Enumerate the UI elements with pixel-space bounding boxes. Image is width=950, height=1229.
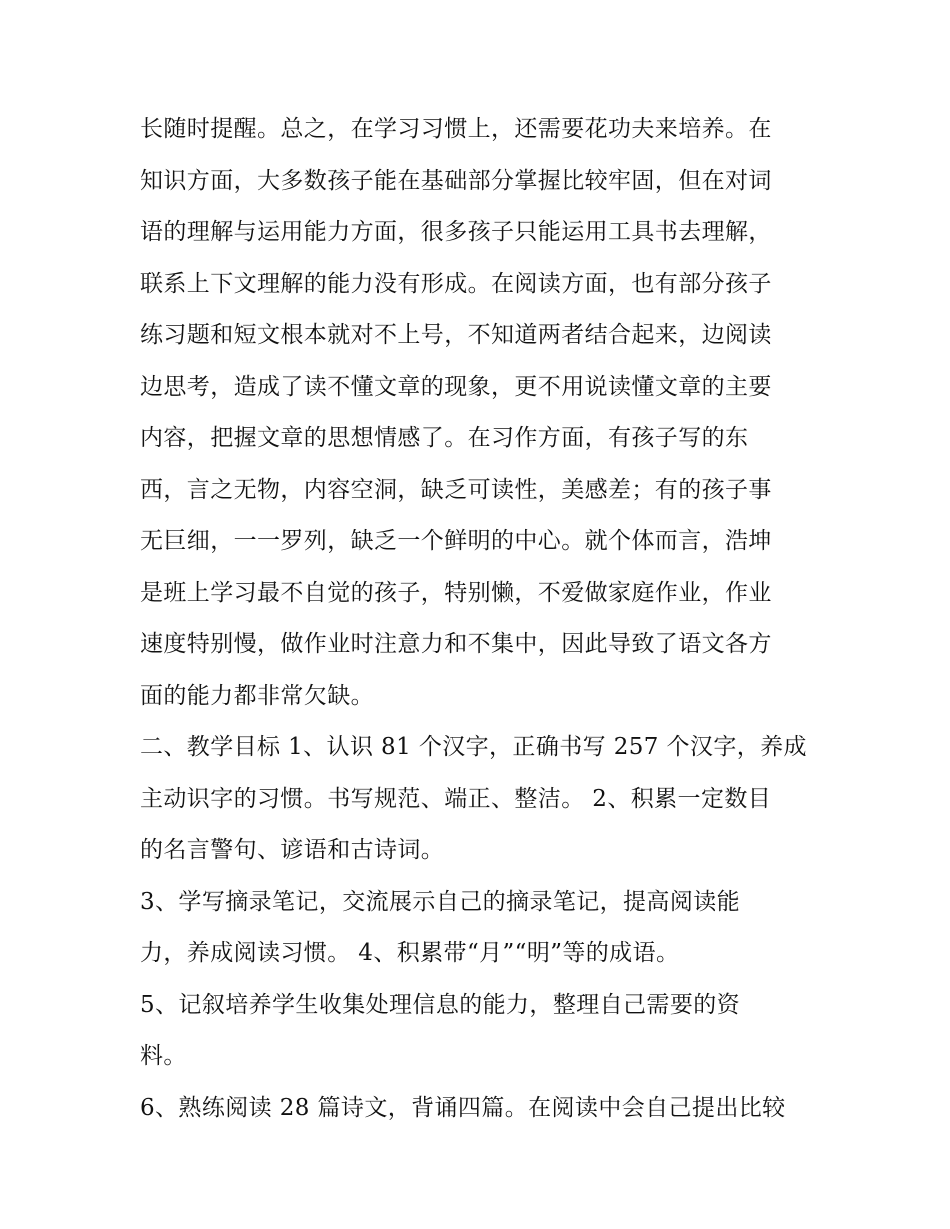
text-line: 联系上下文理解的能力没有形成。在阅读方面，也有部分孩子 — [140, 270, 772, 297]
text-line: 西，言之无物，内容空洞，缺乏可读性，美感差；有的孩子事 — [140, 476, 772, 503]
text-line: 是班上学习最不自觉的孩子，特别懒，不爱做家庭作业，作业 — [140, 579, 772, 606]
list-item-line: 6、熟练阅读 28 篇诗文，背诵四篇。在阅读中会自己提出比较 — [140, 1094, 786, 1121]
document-body-text — [140, 104, 820, 1134]
section-heading-line: 二、教学目标 1、认识 81 个汉字，正确书写 257 个汉字，养成 — [140, 734, 807, 760]
list-item-line: 5、记叙培养学生收集处理信息的能力，整理自己需要的资 — [140, 991, 741, 1018]
text-line: 内容，把握文章的思想情感了。在习作方面，有孩子写的东 — [140, 425, 749, 451]
text-line: 边思考，造成了读不懂文章的现象，更不用说读懂文章的主要 — [140, 373, 772, 400]
list-item-line: 料。 — [140, 1043, 187, 1069]
text-line: 长随时提醒。总之，在学习习惯上，还需要花功夫来培养。在 — [140, 116, 772, 142]
text-line: 的名言警句、谚语和古诗词。 — [140, 837, 445, 863]
text-line: 面的能力都非常欠缺。 — [140, 682, 374, 709]
text-line: 主动识字的习惯。书写规范、端正、整洁。 2、积累一定数目 — [140, 785, 772, 812]
text-line: 语的理解与运用能力方面，很多孩子只能运用工具书去理解， — [140, 219, 772, 245]
list-item-line: 力，养成阅读习惯。 4、积累带“月”“明”等的成语。 — [140, 940, 680, 966]
text-line: 知识方面，大多数孩子能在基础部分掌握比较牢固，但在对词 — [140, 167, 772, 194]
text-line: 练习题和短文根本就对不上号，不知道两者结合起来，边阅读 — [140, 322, 772, 348]
list-item-line: 3、学写摘录笔记，交流展示自己的摘录笔记，提高阅读能 — [140, 888, 741, 915]
text-line: 无巨细，一一罗列，缺乏一个鲜明的中心。就个体而言，浩坤 — [140, 528, 772, 554]
text-line: 速度特别慢，做作业时注意力和不集中，因此导致了语文各方 — [140, 631, 772, 657]
